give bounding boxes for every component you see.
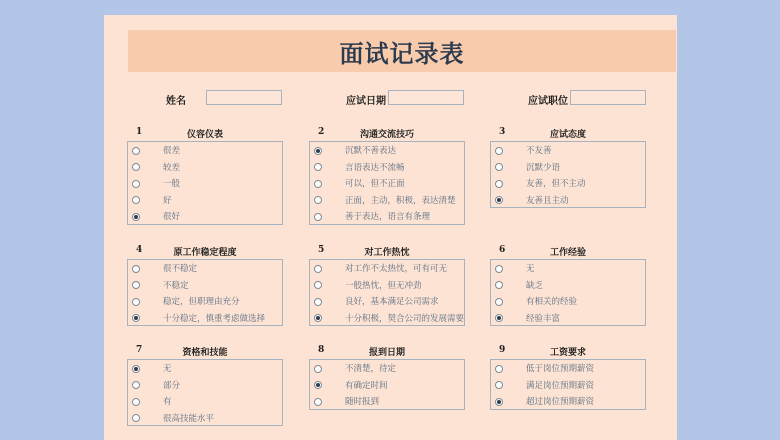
date-input[interactable]: [388, 90, 464, 105]
radio-checked-icon[interactable]: [495, 196, 503, 204]
radio-option-label: 缺乏: [526, 280, 544, 291]
name-label: 姓名: [166, 96, 186, 107]
radio-option[interactable]: [128, 175, 282, 192]
radio-unchecked-icon[interactable]: [132, 147, 140, 155]
group-header: [127, 245, 283, 259]
radio-checked-icon[interactable]: [314, 314, 322, 322]
radio-option-label: 十分稳定，慎重考虑做选择: [163, 313, 266, 324]
radio-option-label: 友善且主动: [526, 195, 569, 206]
group-header: [490, 127, 646, 141]
radio-option[interactable]: [310, 260, 464, 277]
group-number: 8: [318, 345, 325, 355]
group-header: [490, 245, 646, 259]
radio-option-label: 不清楚，待定: [345, 364, 397, 374]
radio-option[interactable]: [310, 393, 464, 410]
radio-option[interactable]: [491, 192, 645, 209]
radio-option-label: 随时报到: [345, 397, 380, 407]
radio-option[interactable]: [310, 192, 464, 209]
group-title: 工作经验: [549, 248, 586, 258]
radio-unchecked-icon[interactable]: [132, 265, 140, 273]
radio-option[interactable]: [128, 410, 282, 427]
radio-option[interactable]: [491, 142, 645, 159]
radio-option[interactable]: [128, 293, 282, 310]
radio-unchecked-icon[interactable]: [495, 147, 503, 155]
radio-option[interactable]: [310, 159, 464, 176]
options-box: [127, 141, 283, 225]
radio-option-label: 满足岗位预期薪资: [526, 380, 595, 391]
group-number: 7: [136, 345, 143, 355]
radio-unchecked-icon[interactable]: [495, 281, 503, 289]
group-title: 对工作热忱: [364, 248, 410, 258]
radio-option-label: 有: [163, 397, 172, 407]
title-banner: [128, 30, 676, 72]
group-header: [127, 345, 283, 359]
radio-checked-icon[interactable]: [132, 314, 140, 322]
options-box: [127, 259, 283, 326]
radio-unchecked-icon[interactable]: [132, 398, 140, 406]
radio-option[interactable]: [491, 310, 645, 327]
radio-option-label: 正面，主动，积极，表达清楚: [345, 195, 456, 206]
radio-unchecked-icon[interactable]: [132, 298, 140, 306]
radio-option[interactable]: [310, 208, 464, 225]
options-box: [490, 259, 646, 326]
radio-option-label: 无: [163, 364, 172, 374]
radio-option[interactable]: [128, 277, 282, 294]
radio-option-label: 无: [526, 264, 535, 274]
radio-unchecked-icon[interactable]: [495, 381, 503, 389]
radio-option-label: 十分积极，契合公司的发展需要: [345, 313, 465, 324]
radio-unchecked-icon[interactable]: [495, 180, 503, 188]
date-label: 应试日期: [346, 96, 386, 107]
question-group-8: [309, 345, 465, 407]
question-group-2: [309, 127, 465, 222]
radio-checked-icon[interactable]: [132, 365, 140, 373]
radio-unchecked-icon[interactable]: [314, 196, 322, 204]
group-number: 6: [499, 245, 506, 255]
radio-option-label: 很好: [163, 212, 181, 222]
radio-unchecked-icon[interactable]: [132, 281, 140, 289]
question-group-3: [490, 127, 646, 206]
group-header: [309, 345, 465, 359]
group-number: 9: [499, 345, 506, 355]
radio-unchecked-icon[interactable]: [495, 298, 503, 306]
group-header: [309, 245, 465, 259]
radio-option[interactable]: [128, 377, 282, 394]
options-box: [490, 141, 646, 208]
radio-option-label: 有确定时间: [345, 380, 388, 391]
radio-option[interactable]: [310, 310, 464, 327]
radio-option-label: 低于岗位预期薪资: [526, 364, 595, 374]
radio-option-label: 经验丰富: [526, 313, 561, 324]
radio-option[interactable]: [491, 175, 645, 192]
group-title: 资格和技能: [182, 348, 228, 358]
options-box: [309, 359, 465, 410]
position-input[interactable]: [570, 90, 646, 105]
radio-option-label: 不稳定: [163, 280, 189, 291]
group-title: 原工作稳定程度: [173, 248, 237, 258]
radio-option[interactable]: [491, 277, 645, 294]
radio-unchecked-icon[interactable]: [495, 265, 503, 273]
radio-option-label: 可以，但不正面: [345, 179, 405, 189]
group-title: 仪容仪表: [186, 130, 223, 140]
radio-option-label: 较差: [163, 162, 181, 173]
interview-form-sheet: [104, 15, 677, 440]
radio-option-label: 沉默不善表达: [345, 146, 397, 156]
radio-unchecked-icon[interactable]: [314, 398, 322, 406]
question-group-6: [490, 245, 646, 324]
radio-option-label: 很差: [163, 146, 181, 156]
radio-option-label: 很不稳定: [163, 264, 198, 274]
radio-option[interactable]: [128, 260, 282, 277]
radio-unchecked-icon[interactable]: [314, 180, 322, 188]
radio-option-label: 超过岗位预期薪资: [526, 397, 595, 407]
options-box: [309, 259, 465, 326]
radio-option[interactable]: [491, 393, 645, 410]
radio-option[interactable]: [491, 159, 645, 176]
radio-option-label: 一般热忱，但无冲劲: [345, 280, 422, 291]
group-header: [490, 345, 646, 359]
radio-option[interactable]: [128, 142, 282, 159]
question-group-1: [127, 127, 283, 222]
radio-option-label: 友善，但不主动: [526, 179, 586, 189]
radio-option-label: 良好，基本满足公司需求: [345, 297, 439, 307]
radio-option[interactable]: [491, 260, 645, 277]
group-header: [127, 127, 283, 141]
radio-checked-icon[interactable]: [314, 147, 322, 155]
radio-unchecked-icon[interactable]: [495, 163, 503, 171]
radio-unchecked-icon[interactable]: [132, 196, 140, 204]
radio-option-label: 部分: [163, 380, 181, 391]
radio-option[interactable]: [128, 159, 282, 176]
radio-unchecked-icon[interactable]: [132, 163, 140, 171]
radio-option[interactable]: [310, 293, 464, 310]
radio-option[interactable]: [310, 360, 464, 377]
group-title: 工资要求: [549, 348, 586, 358]
options-box: [127, 359, 283, 426]
radio-unchecked-icon[interactable]: [314, 163, 322, 171]
radio-option-label: 一般: [163, 179, 181, 189]
group-number: 3: [499, 127, 506, 137]
group-header: [309, 127, 465, 141]
radio-unchecked-icon[interactable]: [314, 365, 322, 373]
radio-option-label: 不友善: [526, 146, 552, 156]
position-label: 应试职位: [528, 96, 568, 107]
radio-option[interactable]: [491, 360, 645, 377]
radio-unchecked-icon[interactable]: [314, 298, 322, 306]
radio-checked-icon[interactable]: [495, 398, 503, 406]
radio-option[interactable]: [491, 293, 645, 310]
radio-unchecked-icon[interactable]: [132, 381, 140, 389]
group-title: 应试态度: [549, 130, 586, 140]
question-group-5: [309, 245, 465, 324]
options-box: [490, 359, 646, 410]
radio-option-label: 好: [163, 195, 172, 206]
radio-option[interactable]: [128, 393, 282, 410]
radio-option[interactable]: [310, 277, 464, 294]
radio-option-label: 有相关的经验: [526, 297, 578, 307]
group-number: 4: [136, 245, 143, 255]
radio-unchecked-icon[interactable]: [314, 213, 322, 221]
group-number: 5: [318, 245, 325, 255]
radio-unchecked-icon[interactable]: [132, 414, 140, 422]
radio-unchecked-icon[interactable]: [314, 265, 322, 273]
page-title: 面试记录表: [339, 38, 465, 68]
radio-option-label: 善于表达，语言有条理: [345, 212, 431, 222]
radio-unchecked-icon[interactable]: [495, 365, 503, 373]
radio-option-label: 稳定，但职理由充分: [163, 297, 240, 307]
radio-option-label: 很高技能水平: [163, 413, 215, 424]
radio-option[interactable]: [128, 360, 282, 377]
question-group-9: [490, 345, 646, 407]
radio-checked-icon[interactable]: [132, 213, 140, 221]
question-group-4: [127, 245, 283, 324]
radio-option[interactable]: [310, 142, 464, 159]
question-group-7: [127, 345, 283, 424]
group-title: 沟通交流技巧: [359, 130, 414, 140]
radio-option[interactable]: [128, 310, 282, 327]
group-title: 报到日期: [368, 348, 405, 358]
radio-checked-icon[interactable]: [495, 314, 503, 322]
radio-option[interactable]: [310, 175, 464, 192]
options-box: [309, 141, 465, 225]
radio-option[interactable]: [128, 192, 282, 209]
radio-option[interactable]: [310, 377, 464, 394]
radio-option-label: 对工作不太热忱，可有可无: [345, 264, 448, 274]
radio-unchecked-icon[interactable]: [314, 281, 322, 289]
radio-option-label: 言语表达不流畅: [345, 162, 405, 173]
radio-option[interactable]: [491, 377, 645, 394]
radio-option[interactable]: [128, 208, 282, 225]
radio-checked-icon[interactable]: [314, 381, 322, 389]
group-number: 1: [136, 127, 143, 137]
name-input[interactable]: [206, 90, 282, 105]
radio-option-label: 沉默少语: [526, 162, 561, 173]
group-number: 2: [318, 127, 325, 137]
radio-unchecked-icon[interactable]: [132, 180, 140, 188]
